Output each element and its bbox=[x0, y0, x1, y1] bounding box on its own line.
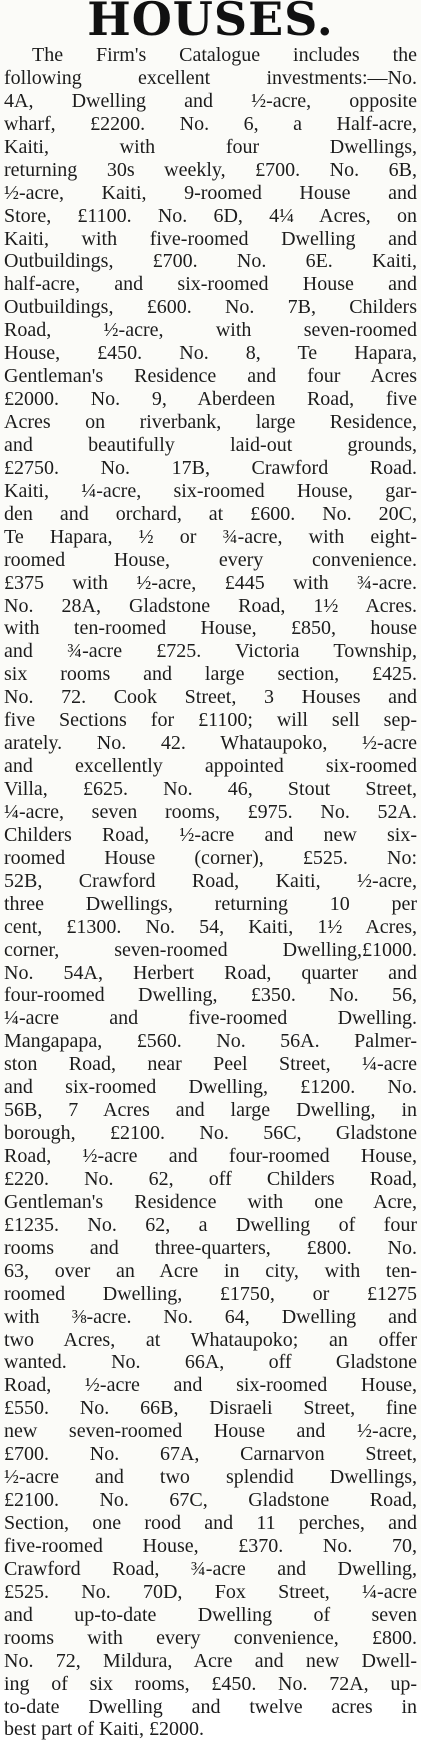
text-line: corner, seven-roomed Dwelling,£1000. bbox=[4, 938, 417, 961]
text-line: new seven-roomed House and ½-acre, bbox=[4, 1420, 417, 1443]
text-line: Gentleman's Residence with one Acre, bbox=[4, 1190, 417, 1213]
text-line: and six-roomed Dwelling, £1200. No. bbox=[4, 1076, 417, 1099]
text-line: and excellently appointed six-roomed bbox=[4, 755, 417, 778]
text-line: Outbuildings, £600. No. 7B, Childers bbox=[4, 296, 417, 319]
text-line: £525. No. 70D, Fox Street, ¼-acre bbox=[4, 1580, 417, 1603]
text-line: five-roomed House, £370. No. 70, bbox=[4, 1534, 417, 1557]
text-line: Road, ½-acre and four-roomed House, bbox=[4, 1145, 417, 1167]
text-line: ¼-acre and five-roomed Dwelling. bbox=[4, 1007, 417, 1030]
text-line: Gentleman's Residence and four Acres bbox=[4, 365, 417, 388]
text-line: wanted. No. 66A, off Gladstone bbox=[4, 1351, 417, 1374]
text-line: roomed House (corner), £525. No: bbox=[4, 846, 417, 869]
text-line: £700. No. 67A, Carnarvon Street, bbox=[4, 1443, 417, 1466]
text-line: ing of six rooms, £450. No. 72A, up- bbox=[4, 1672, 417, 1695]
text-line: 4A, Dwelling and ½-acre, opposite bbox=[4, 89, 417, 112]
text-line: Kaiti, ¼-acre, six-roomed House, gar- bbox=[4, 479, 417, 502]
text-line: rooms with every convenience, £800. bbox=[4, 1626, 417, 1649]
text-line: Te Hapara, ½ or ¾-acre, with eight- bbox=[4, 525, 417, 548]
text-line: to-date Dwelling and twelve acres in bbox=[4, 1695, 417, 1718]
text-line: two Acres, at Whataupoko; an offer bbox=[4, 1328, 417, 1351]
text-line: £2100. No. 67C, Gladstone Road, bbox=[4, 1489, 417, 1512]
text-line: £550. No. 66B, Disraeli Street, fine bbox=[4, 1397, 417, 1420]
text-line: borough, £2100. No. 56C, Gladstone bbox=[4, 1122, 417, 1145]
text-line: four-roomed Dwelling, £350. No. 56, bbox=[4, 984, 417, 1007]
text-line: ½-acre, Kaiti, 9-roomed House and bbox=[4, 181, 417, 204]
text-line: best part of Kaiti, £2000. bbox=[4, 1718, 204, 1741]
text-line: half-acre, and six-roomed House and bbox=[4, 273, 417, 296]
text-line: Store, £1100. No. 6D, 4¼ Acres, on bbox=[4, 204, 417, 227]
text-line: The Firm's Catalogue includes the bbox=[32, 44, 417, 66]
text-line: 52B, Crawford Road, Kaiti, ½-acre, bbox=[4, 869, 417, 892]
text-line: five Sections for £1100; will sell sep- bbox=[4, 709, 417, 732]
text-line: three Dwellings, returning 10 per bbox=[4, 892, 417, 915]
text-line: roomed Dwelling, £1750, or £1275 bbox=[4, 1282, 417, 1305]
text-line: 63, over an Acre in city, with ten- bbox=[4, 1259, 417, 1282]
text-line: and beautifully laid-out grounds, bbox=[4, 433, 417, 456]
text-line: and ¾-acre £725. Victoria Township, bbox=[4, 640, 417, 663]
text-line: Road, ½-acre, with seven-roomed bbox=[4, 319, 417, 342]
text-line: wharf, £2200. No. 6, a Half-acre, bbox=[4, 112, 417, 135]
text-line: ¼-acre, seven rooms, £975. No. 52A. bbox=[4, 800, 417, 823]
text-line: £220. No. 62, off Childers Road, bbox=[4, 1167, 417, 1190]
text-line: Section, one rood and 11 perches, and bbox=[4, 1512, 417, 1534]
text-line: den and orchard, at £600. No. 20C, bbox=[4, 502, 417, 525]
text-line: with ⅜-acre. No. 64, Dwelling and bbox=[4, 1305, 417, 1328]
text-line: £2000. No. 9, Aberdeen Road, five bbox=[4, 388, 417, 411]
text-line: arately. No. 42. Whataupoko, ½-acre bbox=[4, 732, 417, 755]
text-line: Kaiti, with four Dwellings, bbox=[4, 135, 417, 158]
text-line: Mangapapa, £560. No. 56A. Palmer- bbox=[4, 1030, 417, 1053]
text-line: No. 54A, Herbert Road, quarter and bbox=[4, 961, 417, 984]
text-line: returning 30s weekly, £700. No. 6B, bbox=[4, 158, 417, 181]
text-line: cent, £1300. No. 54, Kaiti, 1½ Acres, bbox=[4, 915, 417, 938]
text-line: rooms and three-quarters, £800. No. bbox=[4, 1236, 417, 1259]
text-line: six rooms and large section, £425. bbox=[4, 663, 417, 686]
text-line: with ten-roomed House, £850, house bbox=[4, 617, 417, 640]
property-catalogue-text bbox=[4, 44, 417, 1741]
text-line: ston Road, near Peel Street, ¼-acre bbox=[4, 1053, 417, 1076]
section-heading: HOUSES. bbox=[87, 0, 334, 46]
text-line: Villa, £625. No. 46, Stout Street, bbox=[4, 778, 417, 800]
text-line: Crawford Road, ¾-acre and Dwelling, bbox=[4, 1557, 417, 1580]
text-line: ½-acre and two splendid Dwellings, bbox=[4, 1466, 417, 1489]
text-line: Kaiti, with five-roomed Dwelling and bbox=[4, 227, 417, 250]
text-line: Outbuildings, £700. No. 6E. Kaiti, bbox=[4, 250, 417, 273]
text-line: Road, ½-acre and six-roomed House, bbox=[4, 1374, 417, 1397]
text-line: Childers Road, ½-acre and new six- bbox=[4, 823, 417, 846]
text-line: following excellent investments:—No. bbox=[4, 66, 417, 89]
text-line: and up-to-date Dwelling of seven bbox=[4, 1603, 417, 1626]
text-line: No. 28A, Gladstone Road, 1½ Acres. bbox=[4, 594, 417, 617]
text-line: roomed House, every convenience. bbox=[4, 548, 417, 571]
text-line: 56B, 7 Acres and large Dwelling, in bbox=[4, 1099, 417, 1122]
text-line: No. 72. Cook Street, 3 Houses and bbox=[4, 686, 417, 709]
text-line: Acres on riverbank, large Residence, bbox=[4, 411, 417, 433]
text-line: No. 72, Mildura, Acre and new Dwell- bbox=[4, 1649, 417, 1672]
text-line: £2750. No. 17B, Crawford Road. bbox=[4, 456, 417, 479]
text-line: £1235. No. 62, a Dwelling of four bbox=[4, 1213, 417, 1236]
text-line: House, £450. No. 8, Te Hapara, bbox=[4, 342, 417, 365]
text-line: £375 with ½-acre, £445 with ¾-acre. bbox=[4, 571, 417, 594]
